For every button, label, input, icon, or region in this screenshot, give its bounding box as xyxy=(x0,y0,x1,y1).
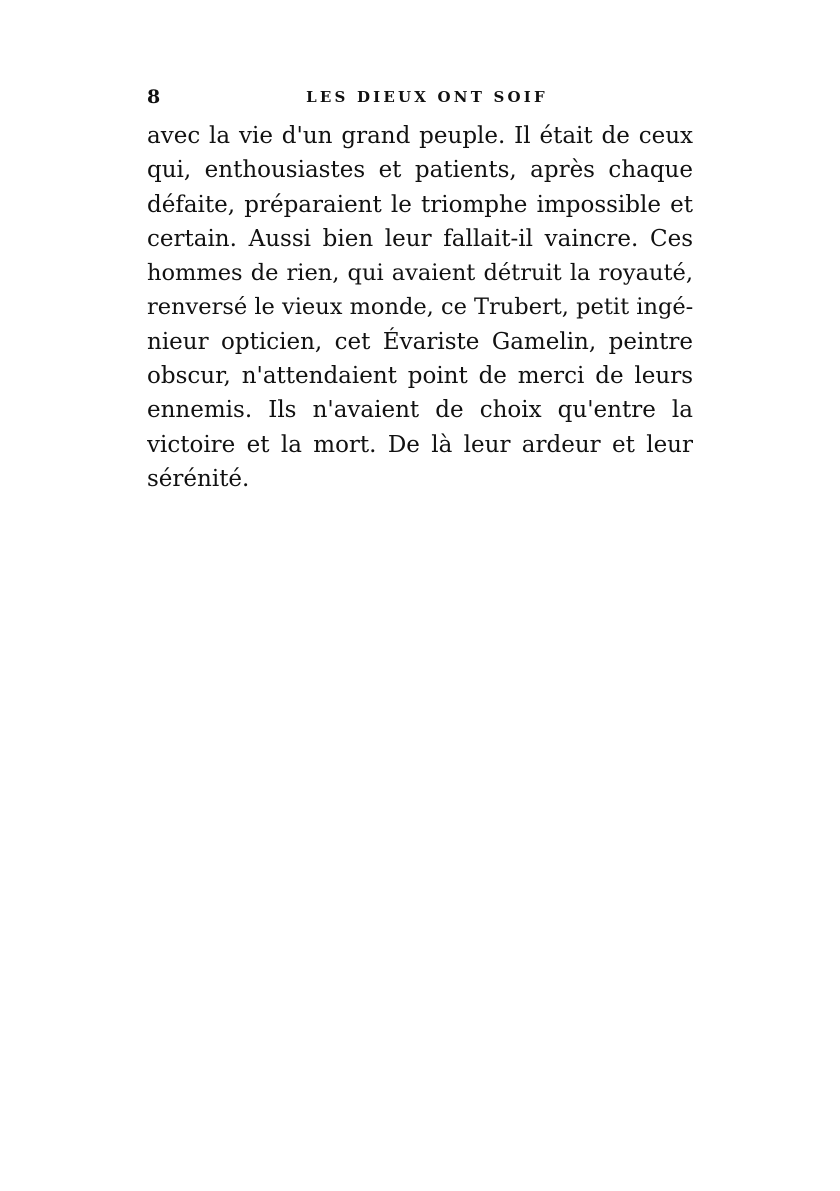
text-line: nieur opticien, cet Évariste Gamelin, peintre xyxy=(147,328,693,355)
running-head xyxy=(147,86,693,112)
text-line: certain. Aussi bien leur fallait-il vaincre. Ces xyxy=(147,225,693,252)
page-number: 8 xyxy=(147,86,161,108)
text-line-last: sérénité. xyxy=(147,465,250,492)
text-line: victoire et la mort. De là leur ardeur et leur xyxy=(147,431,693,458)
text-line: obscur, n'attendaient point de merci de leurs xyxy=(147,363,693,390)
text-line: ennemis. Ils n'avaient de choix qu'entre la xyxy=(147,397,693,424)
text-line: hommes de rien, qui avaient détruit la royauté, xyxy=(147,260,693,287)
book-title: LES DIEUX ONT SOIF xyxy=(306,88,548,106)
text-line: défaite, préparaient le triomphe impossible et xyxy=(147,191,693,218)
text-line: qui, enthousiastes et patients, après chaque xyxy=(147,157,693,184)
text-line: avec la vie d'un grand peuple. Il était de ceux xyxy=(147,123,693,149)
text-line: renversé le vieux monde, ce Trubert, petit ingé- xyxy=(147,294,693,321)
body-paragraph xyxy=(147,119,693,496)
